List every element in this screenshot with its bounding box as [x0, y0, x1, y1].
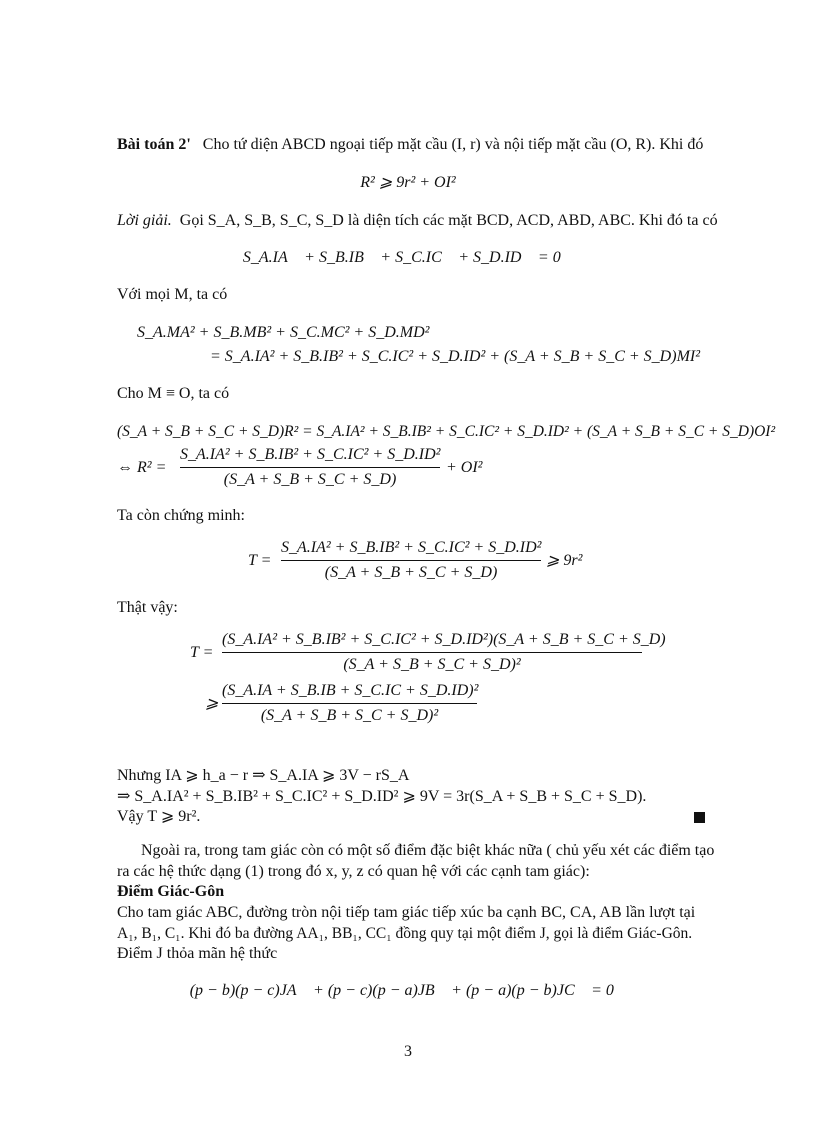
gergonne-line-2: A₁, B₁, C₁. Khi đó ba đường AA₁, BB₁, CC₁ đồng quy tại một điểm J, gọi là điểm Giác-Gôn. [117, 925, 693, 942]
equation-1-line-2: = S_A.IA² + S_B.IB² + S_C.IC² + S_D.ID² + (S_A + S_B + S_C + S_D)MI² [210, 348, 701, 365]
page-number: 3 [404, 1043, 412, 1060]
vector-identity: S_A.IA⃗ + S_B.IB⃗ + S_C.IC⃗ + S_D.ID⃗ = 0⃗ [242, 249, 574, 266]
t-lhs: T = [248, 552, 272, 569]
qed-square-icon [694, 812, 705, 823]
indeed-text: Thật vậy: [117, 599, 178, 616]
t-denominator: (S_A + S_B + S_C + S_D) [324, 564, 498, 581]
equation-2-line-1: (S_A + S_B + S_C + S_D)R² = S_A.IA² + S_B.IB² + S_C.IC² + S_D.ID² + (S_A + S_B + S_C + S_D)OI² [117, 423, 776, 440]
implies-line: ⇒ S_A.IA² + S_B.IB² + S_C.IC² + S_D.ID² ⩾ 9V = 3r(S_A + S_B + S_C + S_D). [117, 788, 647, 805]
conclusion-line: Vậy T ⩾ 9r². [117, 808, 201, 825]
gergonne-formula: (p − b)(p − c)JA⃗ + (p − c)(p − a)JB⃗ + (p − a)(p − b)JC⃗ = 0⃗ [189, 982, 627, 999]
solution-label: Lời giải. [117, 212, 172, 229]
main-inequality: R² ⩾ 9r² + OI² [360, 174, 456, 191]
t3-fraction-bar [222, 703, 477, 704]
solution-intro: Gọi S_A, S_B, S_C, S_D là diện tích các mặt BCD, ACD, ABD, ABC. Khi đó ta có [179, 212, 718, 229]
for-all-m-text: Với mọi M, ta có [117, 286, 228, 303]
remain-text: Ta còn chứng minh: [117, 507, 245, 524]
but-line: Nhưng IA ⩾ h_a − r ⇒ S_A.IA ⩾ 3V − rS_A [117, 767, 410, 784]
t3-numerator: (S_A.IA + S_B.IB + S_C.IC + S_D.ID)² [222, 682, 479, 699]
equation-2-tail: + OI² [446, 459, 483, 476]
t2-fraction-bar [222, 652, 642, 653]
t-tail: ⩾ 9r² [546, 552, 583, 569]
gergonne-line-3: Điểm J thỏa mãn hệ thức [117, 945, 278, 962]
problem-label: Bài toán 2' [117, 136, 191, 153]
gergonne-line-1: Cho tam giác ABC, đường tròn nội tiếp tam giác tiếp xúc ba cạnh BC, CA, AB lần lượt tại [117, 904, 696, 921]
problem-statement: Cho tứ diện ABCD ngoại tiếp mặt cầu (I, r) và nội tiếp mặt cầu (O, R). Khi đó [202, 136, 704, 153]
paragraph-line-2: ra các hệ thức dạng (1) trong đó x, y, z có quan hệ với các cạnh tam giác): [117, 863, 590, 880]
equation-2-fraction-bar [180, 467, 440, 468]
t3-denominator: (S_A + S_B + S_C + S_D)² [260, 707, 439, 724]
t-fraction-bar [281, 560, 541, 561]
t2-numerator: (S_A.IA² + S_B.IB² + S_C.IC² + S_D.ID²)(S_A + S_B + S_C + S_D) [222, 631, 666, 648]
equation-2-denominator: (S_A + S_B + S_C + S_D) [223, 471, 397, 488]
let-m-equal-o-text: Cho M ≡ O, ta có [117, 385, 230, 402]
t3-lhs: ⩾ [205, 695, 219, 712]
equation-2-numerator: S_A.IA² + S_B.IB² + S_C.IC² + S_D.ID² [180, 446, 441, 463]
gergonne-heading: Điểm Giác-Gôn [117, 883, 225, 900]
t-numerator: S_A.IA² + S_B.IB² + S_C.IC² + S_D.ID² [281, 539, 542, 556]
equation-1-line-1: S_A.MA² + S_B.MB² + S_C.MC² + S_D.MD² [137, 324, 430, 341]
equation-2-lhs: ⇔ R² = [117, 459, 167, 476]
t2-lhs: T = [190, 644, 214, 661]
paragraph-line-1: Ngoài ra, trong tam giác còn có một số điểm đặc biệt khác nữa ( chủ yếu xét các điểm tạo [141, 842, 715, 859]
t2-denominator: (S_A + S_B + S_C + S_D)² [343, 656, 521, 673]
solution-line [117, 210, 718, 232]
problem-line [117, 134, 703, 156]
